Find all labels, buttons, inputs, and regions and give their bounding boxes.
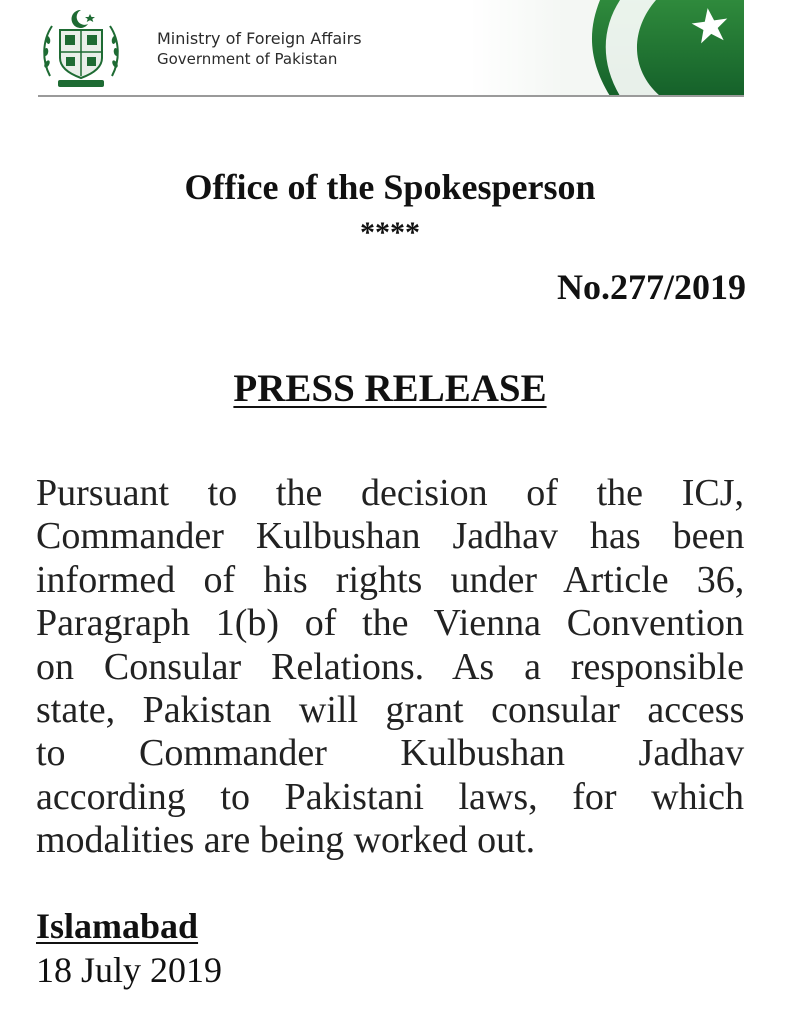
ministry-name: Ministry of Foreign Affairs	[157, 29, 362, 48]
state-emblem-icon	[38, 6, 124, 92]
press-release-title: PRESS RELEASE	[233, 367, 547, 410]
body-line: Pursuant to the decision of the ICJ,	[36, 472, 744, 514]
body-line: informed of his rights under Article 36,	[36, 558, 745, 601]
office-heading: Office of the Spokesperson	[184, 167, 596, 207]
body-line: modalities are being worked out.	[36, 819, 536, 862]
release-number: No.277/2019	[557, 267, 746, 307]
government-name: Government of Pakistan	[157, 50, 338, 68]
separator-stars: ****	[360, 216, 420, 249]
body-line: according to Pakistani laws, for which	[36, 775, 744, 818]
body-line: on Consular Relations. As a responsible	[36, 645, 744, 688]
body-line: Paragraph 1(b) of the Vienna Convention	[36, 602, 745, 645]
body-line: Commander Kulbushan Jadhav has been	[36, 515, 745, 558]
letterhead	[0, 0, 812, 100]
dateline-date: 18 July 2019	[36, 950, 223, 990]
body-line: state, Pakistan will grant consular access	[36, 689, 745, 732]
header-divider	[38, 95, 744, 97]
dateline-city: Islamabad	[36, 906, 199, 946]
pakistan-flag-icon	[470, 0, 744, 96]
press-release-body	[36, 472, 744, 863]
body-line: to Commander Kulbushan Jadhav	[36, 732, 745, 775]
